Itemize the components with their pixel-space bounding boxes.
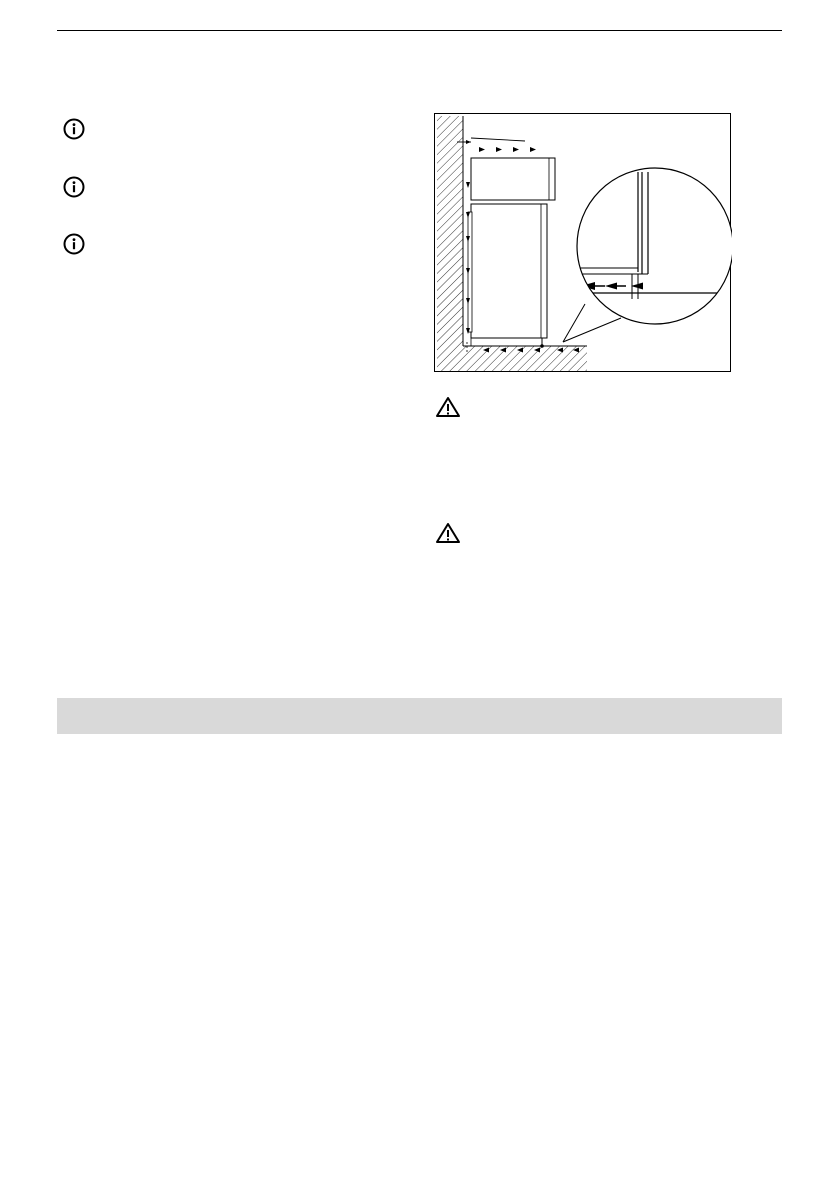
ventilation-figure xyxy=(434,113,731,372)
airflow-arrows xyxy=(466,147,579,354)
refrigerator xyxy=(468,204,547,348)
detail-magnifier xyxy=(563,168,732,342)
clearance-dimension xyxy=(457,138,525,144)
warning-icon xyxy=(435,396,461,418)
info-icon xyxy=(63,233,85,255)
wall-hatching xyxy=(437,116,587,371)
top-cabinet xyxy=(471,158,555,200)
info-icon xyxy=(63,118,85,140)
warning-icon xyxy=(435,522,461,544)
section-heading-bar xyxy=(57,698,782,734)
page-header-rule xyxy=(57,0,782,31)
info-icon xyxy=(63,176,85,198)
